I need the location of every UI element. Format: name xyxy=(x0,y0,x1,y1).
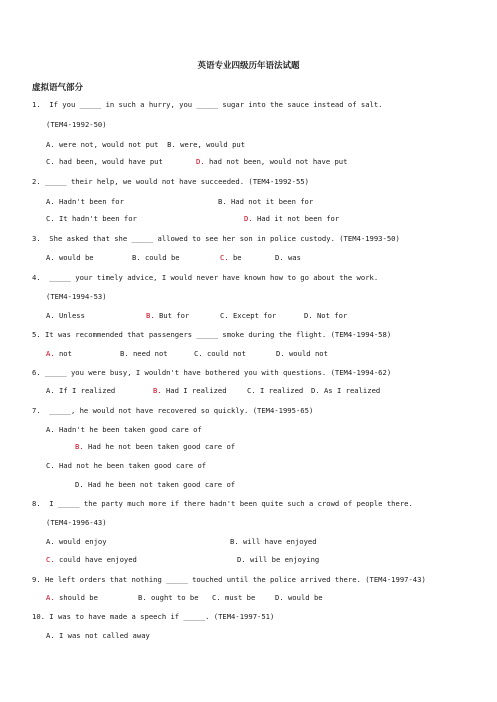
question-6-option-d: D. As I realized xyxy=(311,386,381,395)
question-1-option-c: C. had been, would have put xyxy=(46,157,163,166)
question-1-source: (TEM4-1992-50) xyxy=(46,120,107,129)
question-2: 2. _____ their help, we would not have succeeded. (TEM4-1992-55) xyxy=(32,177,309,186)
question-2-option-a: A. Hadn't been for xyxy=(46,197,124,206)
question-7-option-c: C. Had not he been taken good care of xyxy=(46,461,207,470)
question-10: 10. I was to have made a speech if _____. (TEM4-1997-51) xyxy=(32,612,275,621)
question-7: 7. _____, he would not have recovered so quickly. (TEM4-1995-65) xyxy=(32,406,314,415)
question-4: 4. _____ your timely advice, I would never have known how to go about the work. xyxy=(32,273,379,282)
question-4-option-a: A. Unless xyxy=(46,311,85,320)
answer-mark: C. xyxy=(220,253,229,262)
question-2-option-d: D. Had it not been for xyxy=(244,214,340,223)
question-3-option-d: D. was xyxy=(275,253,301,262)
question-8-option-d: D. will be enjoying xyxy=(237,555,320,564)
question-1-option-d: D. had not been, would not have put xyxy=(196,157,348,166)
question-6: 6. _____ you were busy, I wouldn't have bothered you with questions. (TEM4-1994-62) xyxy=(32,368,392,377)
answer-mark: B. xyxy=(153,386,162,395)
answer-mark: B. xyxy=(146,311,155,320)
question-9-option-d: D. would be xyxy=(275,593,323,602)
question-7-option-d: D. Had he been not taken good care of xyxy=(75,480,236,489)
question-3: 3. She asked that she _____ allowed to see her son in police custody. (TEM4-1993-50) xyxy=(32,234,400,243)
question-9-option-a: A. should be xyxy=(46,593,98,602)
answer-mark: D. xyxy=(196,157,205,166)
question-5-option-d: D. would not xyxy=(276,349,328,358)
question-6-option-c: C. I realized xyxy=(247,386,304,395)
question-8-source: (TEM4-1996-43) xyxy=(46,518,107,527)
question-9: 9. He left orders that nothing _____ touched until the police arrived there. (TEM4-1997-43) xyxy=(32,575,426,584)
question-8-option-b: B. will have enjoyed xyxy=(230,537,317,546)
question-8-option-c: C. could have enjoyed xyxy=(46,555,137,564)
question-2-option-c: C. It hadn't been for xyxy=(46,214,137,223)
question-4-option-d: D. Not for xyxy=(304,311,348,320)
question-2-option-b: B. Had not it been for xyxy=(218,197,314,206)
question-7-option-b: B. Had he not been taken good care of xyxy=(75,442,236,451)
section-heading: 虚拟语气部分 xyxy=(32,83,84,93)
question-5-option-b: B. need not xyxy=(120,349,168,358)
question-7-option-a: A. Hadn't he been taken good care of xyxy=(46,425,202,434)
answer-mark: A. xyxy=(46,593,55,602)
question-6-option-a: A. If I realized xyxy=(46,386,116,395)
question-8: 8. I _____ the party much more if there hadn't been quite such a crowd of people there. xyxy=(32,499,413,508)
question-1-options-ab: A. were not, would not put B. were, would put xyxy=(46,140,246,149)
document-title: 英语专业四级历年语法试题 xyxy=(197,61,300,71)
question-8-option-a: A. would enjoy xyxy=(46,537,107,546)
question-4-option-c: C. Except for xyxy=(220,311,277,320)
question-9-option-c: C. must be xyxy=(212,593,256,602)
answer-mark: B. xyxy=(75,442,84,451)
question-5: 5. It was recommended that passengers _____ smoke during the flight. (TEM4-1994-58) xyxy=(32,330,392,339)
question-6-option-b: B. Had I realized xyxy=(153,386,227,395)
answer-mark: D. xyxy=(244,214,253,223)
answer-mark: C. xyxy=(46,555,55,564)
question-10-option-a: A. I was not called away xyxy=(46,631,150,640)
question-3-option-c: C. be xyxy=(220,253,242,262)
question-3-option-a: A. would be xyxy=(46,253,94,262)
question-5-option-a: A. not xyxy=(46,349,72,358)
question-4-option-b: B. But for xyxy=(146,311,190,320)
question-9-option-b: B. ought to be xyxy=(138,593,199,602)
answer-mark: A. xyxy=(46,349,55,358)
question-1: 1. If you _____ in such a hurry, you _____ sugar into the sauce instead of salt. xyxy=(32,100,383,109)
question-3-option-b: B. could be xyxy=(132,253,180,262)
question-4-source: (TEM4-1994-53) xyxy=(46,292,107,301)
question-5-option-c: C. could not xyxy=(194,349,246,358)
